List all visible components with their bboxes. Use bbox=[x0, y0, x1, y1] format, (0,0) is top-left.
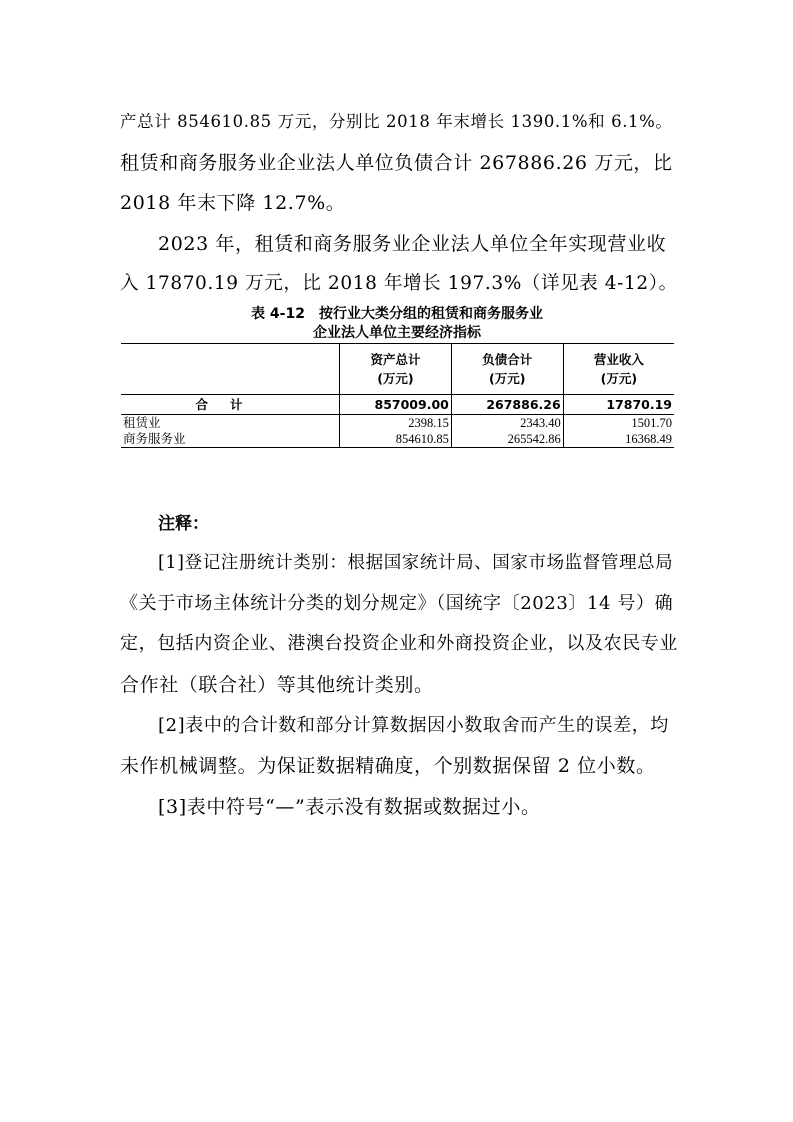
row-name: 租赁业 bbox=[123, 416, 161, 430]
row-assets: 2398.15 bbox=[340, 415, 452, 432]
table-number: 表 4-12 bbox=[251, 306, 305, 322]
note-2-line-2: 未作机械调整。为保证数据精确度，个别数据保留 2 位小数。 bbox=[120, 755, 656, 777]
row-revenue: 17870.19 bbox=[563, 395, 674, 415]
row-liabilities: 267886.26 bbox=[451, 395, 563, 415]
row-liabilities: 265542.86 bbox=[451, 431, 563, 448]
header-liabilities-unit: (万元) bbox=[489, 371, 526, 386]
row-liabilities: 2343.40 bbox=[451, 415, 563, 432]
note-1-line-2: 《关于市场主体统计分类的划分规定》（国统字〔2023〕14 号）确 bbox=[120, 593, 674, 614]
note-3-line-1: [3]表中符号“—”表示没有数据或数据过小。 bbox=[158, 796, 541, 818]
paragraph-2-line-1: 2023 年，租赁和商务服务业企业法人单位全年实现营业收 bbox=[158, 233, 667, 255]
note-2-line-1: [2]表中的合计数和部分计算数据因小数取舍而产生的误差，均 bbox=[158, 715, 669, 736]
row-assets: 854610.85 bbox=[340, 431, 452, 448]
table-title-line-2: 企业法人单位主要经济指标 bbox=[313, 325, 481, 341]
notes-heading: 注释： bbox=[158, 514, 209, 534]
table-row bbox=[121, 415, 674, 432]
paragraph-1-line-2: 租赁和商务服务业企业法人单位负债合计 267886.26 万元，比 bbox=[120, 152, 673, 174]
note-1-line-1: [1]登记注册统计类别：根据国家统计局、国家市场监督管理总局 bbox=[158, 553, 674, 573]
economic-indicators-table bbox=[121, 343, 674, 448]
paragraph-2-line-2: 入 17870.19 万元，比 2018 年增长 197.3%（详见表 4-12）。 bbox=[120, 273, 678, 294]
header-assets bbox=[340, 344, 452, 395]
header-revenue-unit: (万元) bbox=[600, 371, 638, 386]
table-row-total bbox=[121, 395, 674, 415]
header-empty-cell bbox=[121, 344, 340, 395]
header-revenue bbox=[563, 344, 674, 395]
paragraph-1-line-1: 产总计 854610.85 万元，分别比 2018 年末增长 1390.1%和 6.1%。 bbox=[120, 112, 673, 131]
table-title-text: 按行业大类分组的租赁和商务服务业 bbox=[318, 306, 543, 322]
paragraph-1-line-3: 2018 年末下降 12.7%。 bbox=[120, 192, 346, 214]
header-liabilities bbox=[451, 344, 563, 395]
row-name: 合计 bbox=[121, 395, 340, 415]
header-assets-label: 资产总计 bbox=[370, 352, 421, 367]
row-assets: 857009.00 bbox=[340, 395, 452, 415]
row-revenue: 1501.70 bbox=[563, 415, 674, 432]
table-header-row bbox=[121, 344, 674, 395]
table-title-line-1 bbox=[120, 305, 674, 323]
table-row bbox=[121, 431, 674, 448]
header-liabilities-label: 负债合计 bbox=[482, 352, 533, 367]
row-revenue: 16368.49 bbox=[563, 431, 674, 448]
note-1-line-3: 定，包括内资企业、港澳台投资企业和外商投资企业，以及农民专业 bbox=[120, 633, 678, 654]
header-revenue-label: 营业收入 bbox=[593, 352, 644, 367]
header-assets-unit: (万元) bbox=[377, 371, 414, 386]
note-1-line-4: 合作社（联合社）等其他统计类别。 bbox=[120, 674, 434, 696]
row-name: 商务服务业 bbox=[121, 431, 340, 448]
